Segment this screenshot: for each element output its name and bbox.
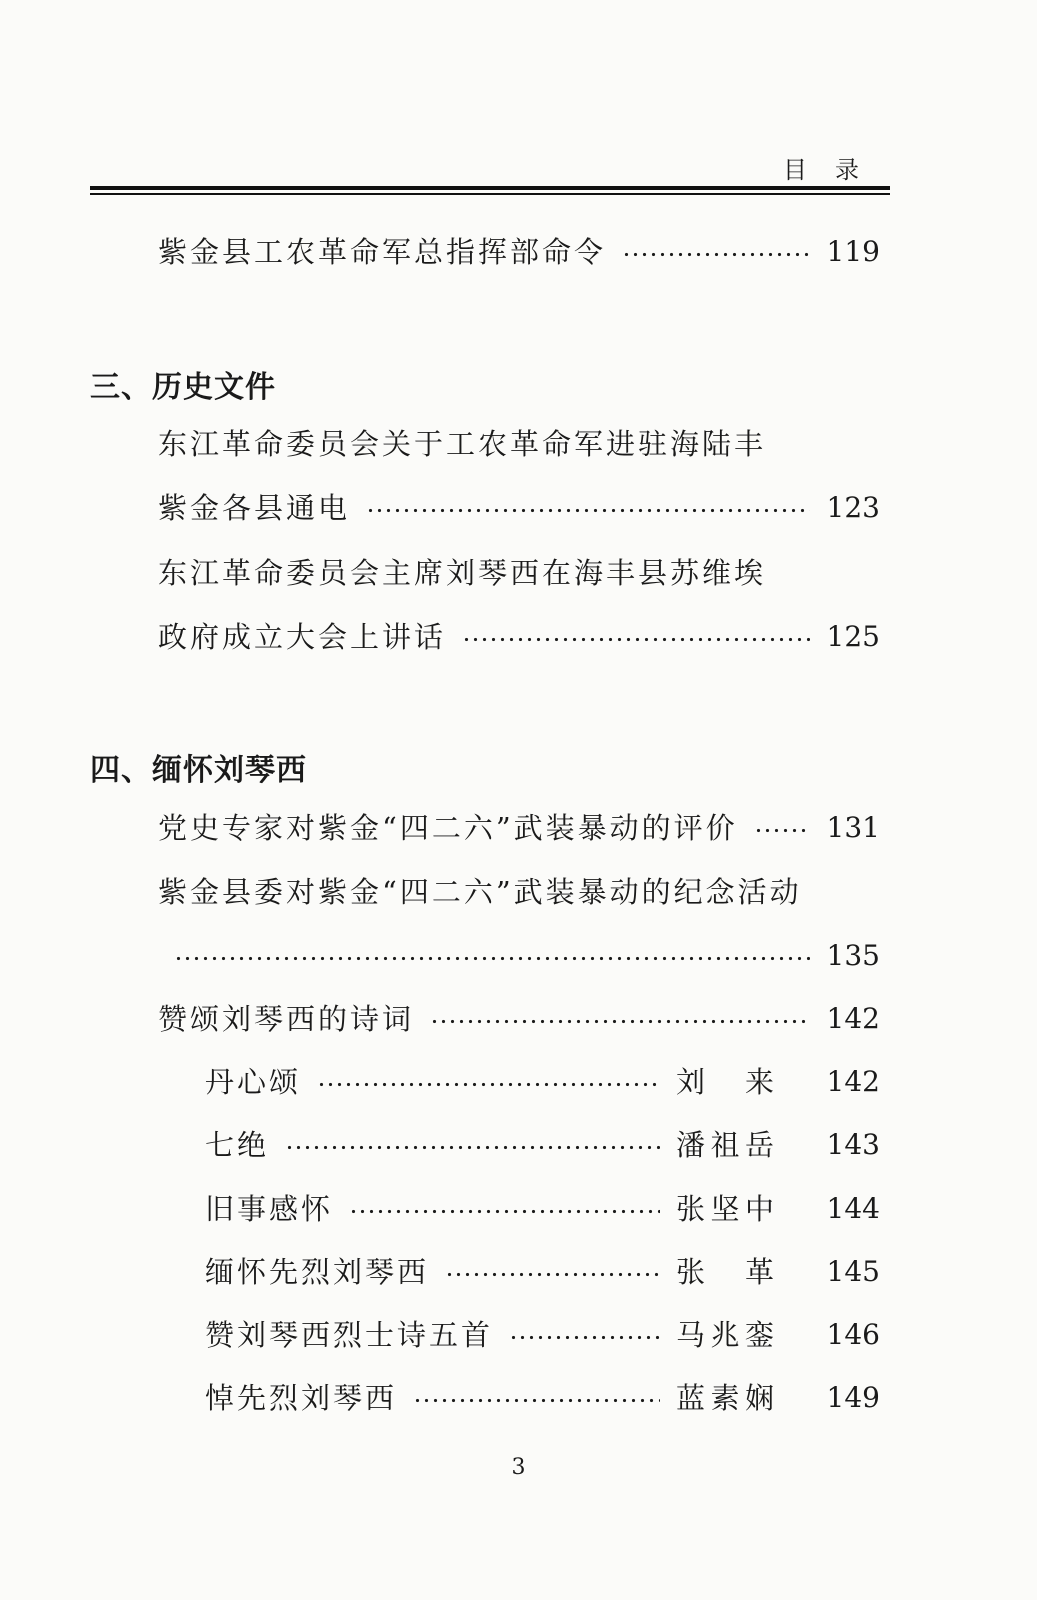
poem-page: 142: [826, 1065, 880, 1098]
dot-leader: [317, 1082, 660, 1087]
page-number: 3: [511, 1455, 526, 1480]
poem-author: 张 革: [676, 1255, 774, 1289]
poem-page: 143: [826, 1128, 880, 1161]
toc-entry: [158, 232, 880, 272]
header-rule-thin: [90, 193, 890, 195]
toc-entry-title: 赞颂刘琴西的诗词: [158, 1002, 415, 1036]
toc-entry-title: 党史专家对紫金“四二六”武装暴动的评价: [158, 811, 738, 845]
dot-leader: [509, 1335, 660, 1340]
toc-entry-title: 紫金县委对紫金“四二六”武装暴动的纪念活动: [158, 875, 802, 909]
toc-entry: [158, 936, 880, 976]
dot-leader: [366, 508, 810, 513]
toc-entry-page: 125: [826, 620, 880, 653]
toc-entry-title: 东江革命委员会关于工农革命军进驻海陆丰: [158, 427, 767, 461]
section-heading-3: 三、历史文件: [90, 370, 276, 405]
poem-page: 145: [826, 1255, 880, 1288]
poem-page: 144: [826, 1192, 880, 1225]
toc-entry-title: 紫金各县通电: [158, 491, 351, 525]
toc-entry: [158, 553, 880, 593]
poem-entry: [205, 1378, 880, 1418]
toc-entry-page: 123: [826, 491, 880, 524]
toc-entry: [158, 872, 880, 912]
toc-entry: [158, 617, 880, 657]
poem-author: 马兆銮: [676, 1318, 774, 1352]
toc-entry: [158, 808, 880, 848]
toc-entry-title: 紫金县工农革命军总指挥部命令: [158, 235, 607, 269]
toc-entry: [158, 999, 880, 1039]
poem-page: 149: [826, 1381, 880, 1414]
toc-entry-title: 东江革命委员会主席刘琴西在海丰县苏维埃: [158, 556, 767, 590]
dot-leader: [445, 1272, 660, 1277]
poem-title: 赞刘琴西烈士诗五首: [205, 1318, 494, 1352]
toc-entry-page: 131: [826, 811, 880, 844]
dot-leader: [285, 1145, 660, 1150]
poem-author: 刘 来: [676, 1065, 774, 1099]
header-rule-thick: [90, 186, 890, 190]
toc-entry: [158, 488, 880, 528]
toc-entry: [158, 424, 880, 464]
toc-entry-title: 政府成立大会上讲话: [158, 620, 447, 654]
poem-title: 丹心颂: [205, 1065, 302, 1099]
running-header: 目录: [783, 156, 887, 184]
poem-title: 悼先烈刘琴西: [205, 1381, 398, 1415]
dot-leader: [622, 252, 810, 257]
toc-entry-page: 142: [826, 1002, 880, 1035]
poem-page: 146: [826, 1318, 880, 1351]
poem-title: 旧事感怀: [205, 1192, 334, 1226]
poem-entry: [205, 1189, 880, 1229]
dot-leader: [462, 637, 810, 642]
poem-entry: [205, 1252, 880, 1292]
poem-entry: [205, 1062, 880, 1102]
poem-title: 缅怀先烈刘琴西: [205, 1255, 430, 1289]
poem-title: 七绝: [205, 1128, 270, 1162]
dot-leader: [174, 956, 810, 961]
dot-leader: [430, 1019, 810, 1024]
dot-leader: [349, 1209, 660, 1214]
toc-entry-page: 119: [826, 235, 880, 268]
poem-author: 蓝素娴: [676, 1381, 774, 1415]
poem-entry: [205, 1315, 880, 1355]
poem-author: 潘祖岳: [676, 1128, 774, 1162]
dot-leader: [413, 1398, 660, 1403]
toc-entry-page: 135: [826, 939, 880, 972]
dot-leader: [754, 828, 810, 833]
section-heading-4: 四、缅怀刘琴西: [90, 753, 307, 788]
poem-entry: [205, 1125, 880, 1165]
poem-author: 张坚中: [676, 1192, 774, 1226]
